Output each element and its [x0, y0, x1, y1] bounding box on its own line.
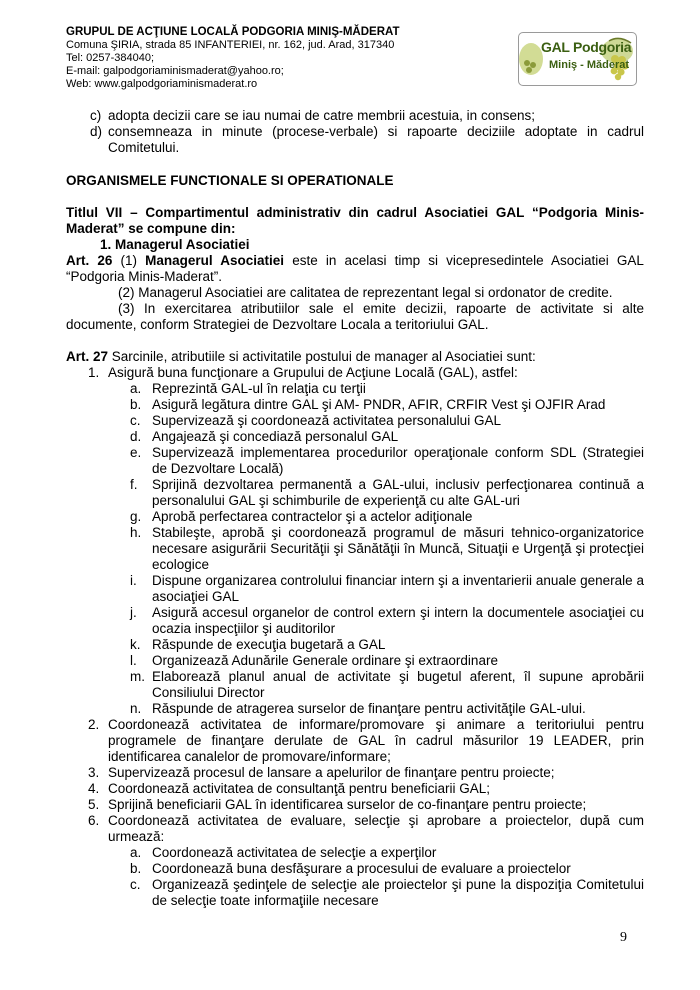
sub-list-text: Organizează Adunările Generale ordinare şi extraordinare	[152, 653, 498, 668]
article-label: Art. 26	[66, 253, 113, 268]
org-name: GRUPUL DE ACŢIUNE LOCALĂ PODGORIA MINIŞ-MĂDERAT	[66, 26, 400, 38]
sub-list-text: Asigură accesul organelor de control extern şi intern la documentele asociaţiei cu ocazia inspecţiilor şi auditorilor	[152, 605, 644, 636]
sub-list-item	[66, 525, 644, 573]
sub-list-item	[66, 605, 644, 637]
list-item-text: Asigură buna funcţionare a Grupului de Acţiune Locală (GAL), astfel:	[108, 365, 518, 380]
sub-list	[66, 381, 644, 717]
sub-list-item	[66, 653, 644, 669]
sub-list-letter: c.	[130, 877, 141, 892]
sub-list-text: Stabileşte, aprobă şi coordonează programul de măsuri tehnico-organizatorice necesare asigurării Securităţii şi Sănătăţii în Muncă, Situaţii e Urgenţă şi protecţiei ecologice	[152, 525, 644, 572]
list-number: 5.	[88, 797, 100, 812]
sub-list-text: Răspunde de execuţia bugetară a GAL	[152, 637, 386, 652]
list-item-text: Coordonează activitatea de informare/promovare şi animare a teritoriului pentru programele de finanţare derulate de GAL în cadrul măsurilor 19 LEADER, prin identificarea canalelor de promovare/informare;	[108, 717, 644, 764]
sub-list	[66, 845, 644, 909]
sub-list-letter: f.	[130, 477, 138, 492]
list-marker: d)	[90, 124, 103, 139]
sub-list-text: Reprezintă GAL-ul în relaţia cu terţii	[152, 381, 366, 396]
sub-list-text: Răspunde de atragerea surselor de finanţare pentru activităţile GAL-ului.	[152, 701, 586, 716]
gal-logo	[518, 32, 637, 86]
sub-list-text: Elaborează planul anual de activitate şi bugetul aferent, îl supune aprobării Consiliului Director	[152, 669, 644, 700]
subsection-heading: 1. Managerul Asociatiei	[100, 237, 250, 252]
sub-list-item	[66, 701, 644, 717]
sub-list-item	[66, 861, 644, 877]
sub-list-text: Aprobă perfectarea contractelor şi a actelor adiţionale	[152, 509, 473, 524]
art-26-para-3: (3) In exercitarea atributiilor sale el emite decizii, rapoarte de activitate si alte documente, conform Strategiei de Dezvoltare Locala a teritoriului GAL.	[66, 301, 644, 332]
list-item-text: Coordonează activitatea de evaluare, selecţie şi aprobare a proiectelor, după cum urmează:	[108, 813, 644, 844]
list-marker: c)	[90, 108, 102, 123]
sub-list-letter: b.	[130, 861, 142, 876]
page-number: 9	[620, 930, 627, 945]
sub-list-letter: a.	[130, 845, 142, 860]
list-item-text: consemneaza in minute (procese-verbale) si rapoarte deciziile adoptate in cadrul Comitetului.	[108, 124, 644, 155]
sub-list-item	[66, 397, 644, 413]
sub-list-item	[66, 845, 644, 861]
logo-title: GAL Podgoria	[541, 39, 632, 55]
sub-list-item	[66, 381, 644, 397]
list-number: 1.	[88, 365, 100, 380]
paragraph-text: Sarcinile, atributiile si activitatile postului de manager al Asociatiei sunt:	[111, 349, 536, 364]
paragraph-number: (1)	[120, 253, 138, 268]
list-number: 2.	[88, 717, 100, 732]
sub-list-letter: d.	[130, 429, 142, 444]
org-website: Web: www.galpodgoriaminismaderat.ro	[66, 78, 258, 90]
sub-list-item	[66, 509, 644, 525]
sub-list-letter: c.	[130, 413, 141, 428]
sub-list-letter: m.	[130, 669, 145, 684]
sub-list-item	[66, 413, 644, 429]
list-item	[66, 108, 644, 124]
title-vii: Titlul VII – Compartimentul administrativ din cadrul Asociatiei GAL “Podgoria Minis-Maderat” se compune din:	[66, 205, 644, 236]
sub-list-item	[66, 637, 644, 653]
list-item	[66, 813, 644, 845]
sub-list-letter: g.	[130, 509, 142, 524]
art-27-intro	[66, 349, 644, 365]
sub-list-item	[66, 477, 644, 509]
sub-list-item	[66, 877, 644, 909]
article-label: Art. 27	[66, 349, 109, 364]
org-phone: Tel: 0257-384040;	[66, 52, 155, 64]
logo-subtitle: Miniş - Măderat	[549, 59, 630, 71]
letterhead	[66, 26, 400, 91]
sub-list-text: Asigură legătura dintre GAL şi AM- PNDR, AFIR, CRFIR Vest şi OJFIR Arad	[152, 397, 606, 412]
list-item	[66, 781, 644, 797]
sub-list-letter: l.	[130, 653, 137, 668]
sub-list-letter: a.	[130, 381, 142, 396]
sub-list-letter: k.	[130, 637, 141, 652]
sub-list-item	[66, 669, 644, 701]
sub-list-letter: e.	[130, 445, 142, 460]
bold-term: Managerul Asociatiei	[145, 253, 285, 268]
list-item-text: Supervizează procesul de lansare a apelurilor de finanţare pentru proiecte;	[108, 765, 555, 780]
list-number: 3.	[88, 765, 100, 780]
sub-list-item	[66, 429, 644, 445]
list-item-text: Sprijină beneficiarii GAL în identificarea surselor de co-finanţare pentru proiecte;	[108, 797, 587, 812]
sub-list-letter: n.	[130, 701, 142, 716]
sub-list-text: Coordonează activitatea de selecţie a experţilor	[152, 845, 437, 860]
paragraph-text: este in acelasi timp si vicepresedintele Asociatiei GAL “Podgoria Minis-Maderat”.	[66, 253, 644, 284]
sub-list-text: Supervizează şi coordonează activitatea personalului GAL	[152, 413, 501, 428]
sub-list-letter: i.	[130, 573, 137, 588]
list-item	[66, 797, 644, 813]
numbered-list	[66, 365, 644, 909]
sub-list-text: Dispune organizarea controlului financiar intern şi a inventarierii anuale generale a asociaţiei GAL	[152, 573, 644, 604]
org-address: Comuna ŞIRIA, strada 85 INFANTERIEI, nr. 162, jud. Arad, 317340	[66, 39, 395, 51]
sub-list-letter: j.	[130, 605, 137, 620]
document-body	[66, 108, 644, 909]
list-item-text: Coordonează activitatea de consultanţă pentru beneficiarii GAL;	[108, 781, 490, 796]
sub-list-text: Coordonează buna desfăşurare a procesului de evaluare a proiectelor	[152, 861, 571, 876]
sub-list-text: Supervizează implementarea procedurilor operaţionale conform SDL (Strategiei de Dezvoltare Locală)	[152, 445, 644, 476]
list-number: 4.	[88, 781, 100, 796]
sub-list-item	[66, 573, 644, 605]
sub-list-item	[66, 445, 644, 477]
art-26-para-1	[66, 253, 644, 285]
list-number: 6.	[88, 813, 100, 828]
sub-list-text: Angajează şi concediază personalul GAL	[152, 429, 399, 444]
org-email: E-mail: galpodgoriaminismaderat@yahoo.ro;	[66, 65, 284, 77]
sub-list-text: Sprijină dezvoltarea permanentă a GAL-ului, inclusiv perfecţionarea continuă a personalului GAL şi schimburile de experienţă cu alte GAL-uri	[152, 477, 644, 508]
list-item	[66, 365, 644, 381]
list-item	[66, 124, 644, 156]
list-item	[66, 765, 644, 781]
art-26-para-2: (2) Managerul Asociatiei are calitatea de reprezentant legal si ordonator de credite.	[118, 285, 613, 300]
list-item	[66, 717, 644, 765]
sub-list-letter: b.	[130, 397, 142, 412]
list-item-text: adopta decizii care se iau numai de catre membrii acestuia, in consens;	[108, 108, 535, 123]
section-title: ORGANISMELE FUNCTIONALE SI OPERATIONALE	[66, 173, 394, 188]
sub-list-letter: h.	[130, 525, 142, 540]
sub-list-text: Organizează şedinţele de selecţie ale proiectelor şi pune la dispoziţia Comitetului de selecţie toate informaţiile necesare	[152, 877, 644, 908]
